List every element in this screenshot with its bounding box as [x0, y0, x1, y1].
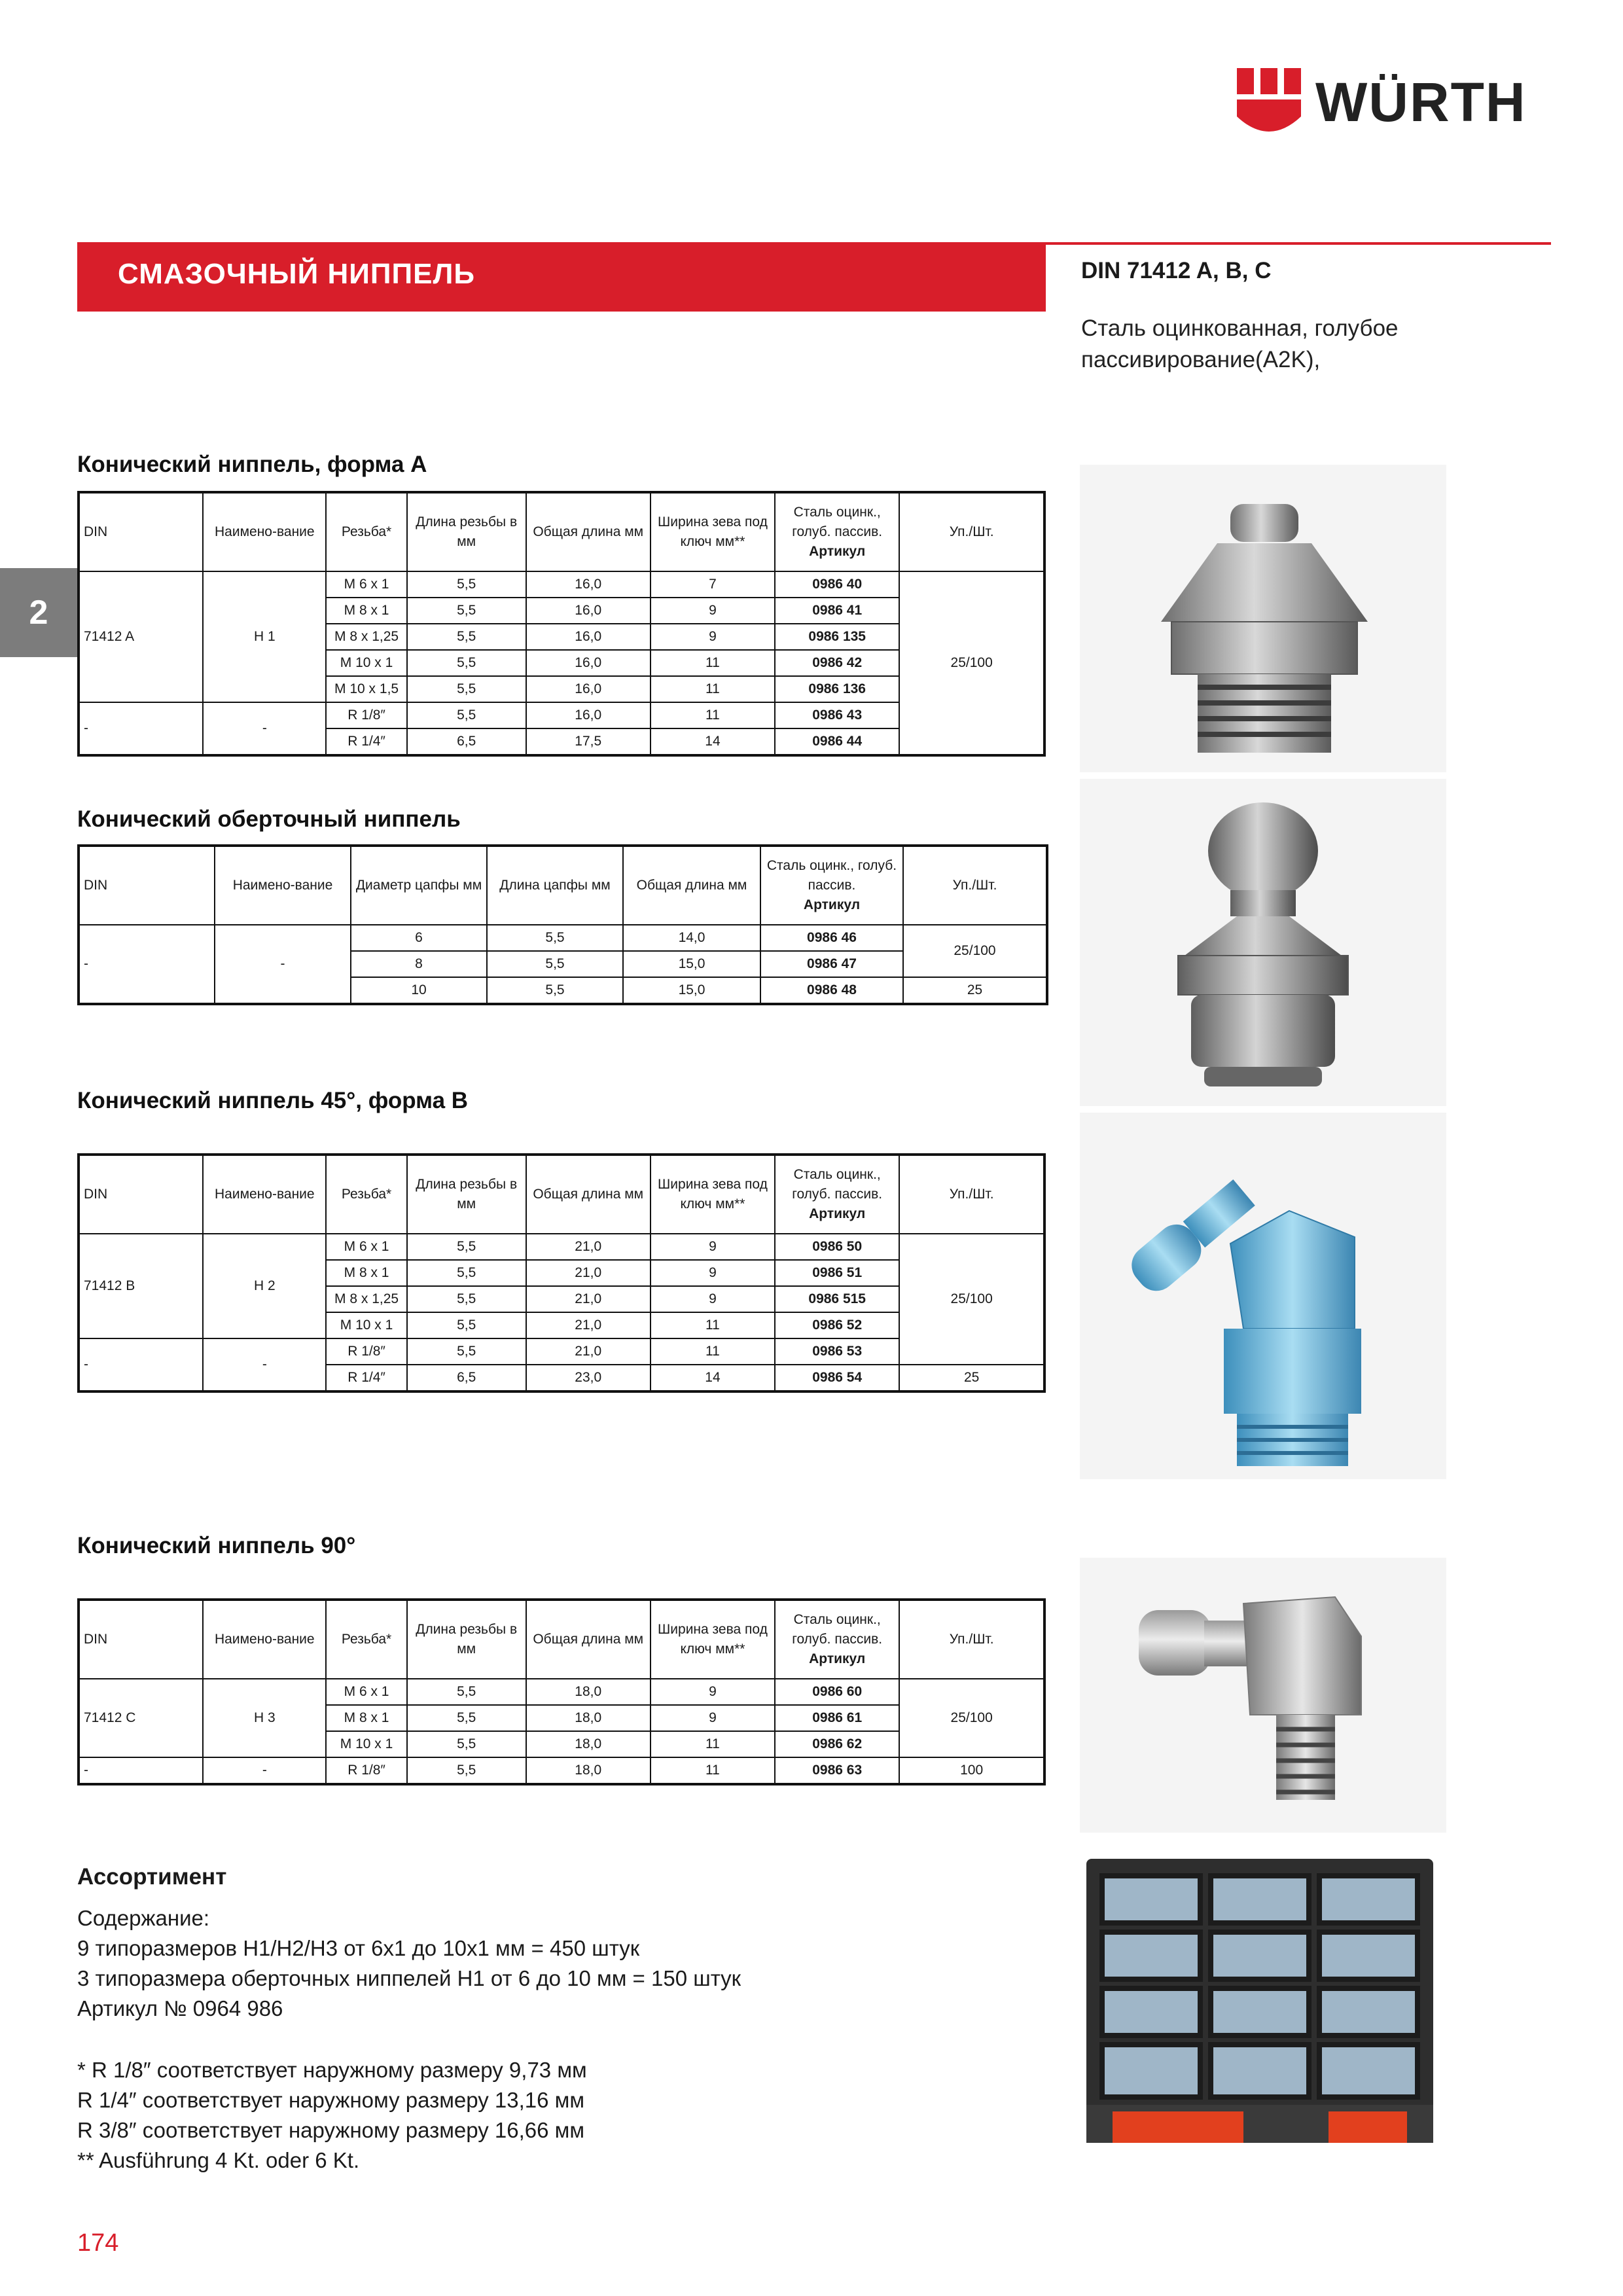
- footnote: * R 1/8″ соответствует наружному размеру 9,73 мм: [77, 2058, 587, 2082]
- assortment-title: Ассортимент: [77, 1864, 227, 1890]
- article-cell: 0986 52: [775, 1312, 899, 1338]
- thread-length-cell: 5,5: [407, 676, 526, 702]
- header-wrench-size: Ширина зева под ключ мм**: [651, 1155, 775, 1234]
- header-din: DIN: [79, 1155, 203, 1234]
- nipple-form-b-image: [1080, 1113, 1446, 1479]
- header-total-length: Общая длина мм: [526, 492, 651, 571]
- material-line-2: пассивирование(A2K),: [1081, 347, 1321, 372]
- header-article-label: Артикул: [809, 1651, 866, 1666]
- material-line-1: Сталь оцинкованная, голубое: [1081, 315, 1399, 341]
- thread-length-cell: 5,5: [407, 1757, 526, 1784]
- material-description: [1081, 313, 1474, 376]
- nipple-form-a-photo: [1080, 465, 1446, 772]
- thread-cell: M 8 x 1: [326, 598, 406, 624]
- assortment-box-photo: [1080, 1852, 1446, 2153]
- total-length-cell: 18,0: [526, 1731, 651, 1757]
- total-length-cell: 16,0: [526, 702, 651, 728]
- wrench-cell: 14: [651, 1365, 775, 1391]
- header-wrench-size: Ширина зева под ключ мм**: [651, 492, 775, 571]
- header-material: Сталь оцинк., голуб. пассив.: [766, 858, 897, 893]
- thread-length-cell: 5,5: [407, 1705, 526, 1731]
- header-name: Наимено-вание: [203, 492, 326, 571]
- header-article-label: Артикул: [809, 1206, 866, 1221]
- total-length-cell: 16,0: [526, 624, 651, 650]
- table-form-b: [77, 1153, 1046, 1393]
- thread-cell: R 1/8″: [326, 702, 406, 728]
- stud-diameter-cell: 10: [351, 977, 487, 1004]
- thread-length-cell: 5,5: [407, 1312, 526, 1338]
- article-cell: 0986 50: [775, 1234, 899, 1260]
- article-cell: 0986 60: [775, 1679, 899, 1705]
- total-length-cell: 18,0: [526, 1705, 651, 1731]
- thread-length-cell: 5,5: [407, 1286, 526, 1312]
- table-row: [79, 1679, 1044, 1705]
- thread-length-cell: 6,5: [407, 1365, 526, 1391]
- title-banner: [77, 242, 1046, 312]
- footnote: ** Ausführung 4 Kt. oder 6 Kt.: [77, 2148, 360, 2172]
- thread-length-cell: 6,5: [407, 728, 526, 755]
- nipple-wrap-photo: [1080, 779, 1446, 1106]
- article-cell: 0986 135: [775, 624, 899, 650]
- article-cell: 0986 47: [760, 951, 903, 977]
- thread-length-cell: 5,5: [407, 571, 526, 598]
- total-length-cell: 21,0: [526, 1260, 651, 1286]
- din-cell: -: [79, 1757, 203, 1784]
- page-number: 174: [77, 2229, 119, 2257]
- wrench-cell: 11: [651, 1757, 775, 1784]
- din-cell: -: [79, 925, 215, 1004]
- header-article-label: Артикул: [809, 544, 866, 559]
- total-length-cell: 16,0: [526, 650, 651, 676]
- pack-cell: 25/100: [899, 1234, 1044, 1365]
- wrench-cell: 7: [651, 571, 775, 598]
- brand-name: WÜRTH: [1315, 71, 1527, 133]
- wrench-cell: 9: [651, 1260, 775, 1286]
- footnote: R 1/4″ соответствует наружному размеру 13,16 мм: [77, 2088, 585, 2112]
- thread-length-cell: 5,5: [407, 624, 526, 650]
- article-cell: 0986 515: [775, 1286, 899, 1312]
- name-cell: -: [215, 925, 351, 1004]
- header-stud-length: Длина цапфы мм: [487, 846, 623, 925]
- thread-cell: M 10 x 1,5: [326, 676, 406, 702]
- wrench-cell: 11: [651, 1312, 775, 1338]
- footnote: R 3/8″ соответствует наружному размеру 16,66 мм: [77, 2118, 585, 2142]
- wrench-cell: 9: [651, 1679, 775, 1705]
- header-thread-length: Длина резьбы в мм: [407, 492, 526, 571]
- article-cell: 0986 54: [775, 1365, 899, 1391]
- name-cell: H 3: [203, 1679, 326, 1757]
- header-din: DIN: [79, 492, 203, 571]
- wurth-logo: [1237, 68, 1558, 139]
- section-title-form-b: Конический ниппель 45°, форма B: [77, 1088, 469, 1113]
- header-article: [775, 1155, 899, 1234]
- wrench-cell: 11: [651, 702, 775, 728]
- wrench-cell: 9: [651, 1705, 775, 1731]
- article-cell: 0986 62: [775, 1731, 899, 1757]
- thread-cell: M 8 x 1,25: [326, 1286, 406, 1312]
- name-cell: -: [203, 702, 326, 755]
- wrench-cell: 9: [651, 624, 775, 650]
- section-title-form-c: Конический ниппель 90°: [77, 1533, 356, 1558]
- stud-length-cell: 5,5: [487, 951, 623, 977]
- thread-cell: M 6 x 1: [326, 571, 406, 598]
- din-cell: 71412 B: [79, 1234, 203, 1338]
- stud-diameter-cell: 6: [351, 925, 487, 951]
- wrench-cell: 9: [651, 598, 775, 624]
- header-article-label: Артикул: [803, 897, 861, 912]
- section-title-wrap: Конический оберточный ниппель: [77, 806, 461, 832]
- wrench-cell: 9: [651, 1286, 775, 1312]
- nipple-wrap-image: [1080, 779, 1446, 1106]
- nipple-form-c-photo: [1080, 1558, 1446, 1833]
- article-cell: 0986 42: [775, 650, 899, 676]
- pack-cell: 25/100: [899, 1679, 1044, 1757]
- thread-cell: M 6 x 1: [326, 1234, 406, 1260]
- assortment-line: Содержание:: [77, 1906, 210, 1930]
- stud-length-cell: 5,5: [487, 977, 623, 1004]
- thread-length-cell: 5,5: [407, 1679, 526, 1705]
- total-length-cell: 16,0: [526, 598, 651, 624]
- nipple-form-c-image: [1080, 1558, 1446, 1833]
- total-length-cell: 21,0: [526, 1312, 651, 1338]
- table-form-c: [77, 1598, 1046, 1785]
- header-thread-length: Длина резьбы в мм: [407, 1155, 526, 1234]
- header-thread: Резьба*: [326, 492, 406, 571]
- wurth-logo-icon: [1237, 68, 1301, 136]
- total-length-cell: 18,0: [526, 1757, 651, 1784]
- thread-cell: R 1/8″: [326, 1338, 406, 1365]
- header-din: DIN: [79, 1600, 203, 1679]
- stud-diameter-cell: 8: [351, 951, 487, 977]
- name-cell: H 2: [203, 1234, 326, 1338]
- table-row: [79, 1234, 1044, 1260]
- header-article: [760, 846, 903, 925]
- thread-cell: M 10 x 1: [326, 1312, 406, 1338]
- header-stud-diameter: Диаметр цапфы мм: [351, 846, 487, 925]
- wrench-cell: 9: [651, 1234, 775, 1260]
- article-cell: 0986 61: [775, 1705, 899, 1731]
- header-material: Сталь оцинк., голуб. пассив.: [792, 1612, 883, 1647]
- header-thread: Резьба*: [326, 1600, 406, 1679]
- header-material: Сталь оцинк., голуб. пассив.: [792, 505, 883, 539]
- thread-cell: R 1/4″: [326, 1365, 406, 1391]
- thread-cell: M 10 x 1: [326, 650, 406, 676]
- article-cell: 0986 63: [775, 1757, 899, 1784]
- header-pack: Уп./Шт.: [903, 846, 1047, 925]
- wrench-cell: 11: [651, 676, 775, 702]
- thread-cell: M 8 x 1: [326, 1705, 406, 1731]
- wrench-cell: 11: [651, 1731, 775, 1757]
- header-total-length: Общая длина мм: [526, 1155, 651, 1234]
- pack-cell: 25/100: [903, 925, 1047, 977]
- total-length-cell: 14,0: [623, 925, 760, 951]
- article-cell: 0986 53: [775, 1338, 899, 1365]
- total-length-cell: 21,0: [526, 1234, 651, 1260]
- name-cell: -: [203, 1757, 326, 1784]
- article-cell: 0986 41: [775, 598, 899, 624]
- total-length-cell: 16,0: [526, 676, 651, 702]
- header-pack: Уп./Шт.: [899, 1600, 1044, 1679]
- din-cell: -: [79, 1338, 203, 1391]
- thread-cell: M 10 x 1: [326, 1731, 406, 1757]
- thread-length-cell: 5,5: [407, 702, 526, 728]
- header-total-length: Общая длина мм: [623, 846, 760, 925]
- din-cell: -: [79, 702, 203, 755]
- header-pack: Уп./Шт.: [899, 492, 1044, 571]
- header-wrench-size: Ширина зева под ключ мм**: [651, 1600, 775, 1679]
- total-length-cell: 18,0: [526, 1679, 651, 1705]
- header-pack: Уп./Шт.: [899, 1155, 1044, 1234]
- table-row: [79, 1757, 1044, 1784]
- article-cell: 0986 40: [775, 571, 899, 598]
- page-title: СМАЗОЧНЫЙ НИППЕЛЬ: [118, 258, 475, 290]
- din-cell: 71412 C: [79, 1679, 203, 1757]
- pack-cell: 25: [899, 1365, 1044, 1391]
- thread-cell: R 1/8″: [326, 1757, 406, 1784]
- chapter-tab: 2: [0, 568, 77, 657]
- article-cell: 0986 136: [775, 676, 899, 702]
- thread-length-cell: 5,5: [407, 1234, 526, 1260]
- section-title-form-a: Конический ниппель, форма А: [77, 452, 427, 477]
- thread-length-cell: 5,5: [407, 598, 526, 624]
- article-cell: 0986 46: [760, 925, 903, 951]
- thread-cell: M 8 x 1: [326, 1260, 406, 1286]
- thread-length-cell: 5,5: [407, 1731, 526, 1757]
- header-name: Наимено-вание: [215, 846, 351, 925]
- assortment-line: 9 типоразмеров H1/H2/H3 от 6x1 до 10x1 мм = 450 штук: [77, 1936, 640, 1960]
- nipple-form-b-photo: [1080, 1113, 1446, 1479]
- thread-length-cell: 5,5: [407, 1338, 526, 1365]
- total-length-cell: 16,0: [526, 571, 651, 598]
- wrench-cell: 11: [651, 1338, 775, 1365]
- assortment-box-image: [1080, 1852, 1446, 2153]
- header-article: [775, 492, 899, 571]
- header-material: Сталь оцинк., голуб. пассив.: [792, 1167, 883, 1202]
- header-thread: Резьба*: [326, 1155, 406, 1234]
- article-cell: 0986 43: [775, 702, 899, 728]
- total-length-cell: 15,0: [623, 951, 760, 977]
- name-cell: H 1: [203, 571, 326, 702]
- wrench-cell: 14: [651, 728, 775, 755]
- pack-cell: 25/100: [899, 571, 1044, 755]
- header-thread-length: Длина резьбы в мм: [407, 1600, 526, 1679]
- header-name: Наимено-вание: [203, 1600, 326, 1679]
- header-rule: [1046, 242, 1551, 245]
- thread-length-cell: 5,5: [407, 650, 526, 676]
- header-article: [775, 1600, 899, 1679]
- thread-cell: M 6 x 1: [326, 1679, 406, 1705]
- nipple-form-a-image: [1080, 465, 1446, 772]
- stud-length-cell: 5,5: [487, 925, 623, 951]
- total-length-cell: 15,0: [623, 977, 760, 1004]
- thread-cell: M 8 x 1,25: [326, 624, 406, 650]
- assortment-article: Артикул № 0964 986: [77, 1996, 283, 2020]
- wrench-cell: 11: [651, 650, 775, 676]
- thread-cell: R 1/4″: [326, 728, 406, 755]
- din-standard: DIN 71412 A, B, C: [1081, 258, 1272, 283]
- article-cell: 0986 44: [775, 728, 899, 755]
- table-form-a: [77, 491, 1046, 757]
- article-cell: 0986 48: [760, 977, 903, 1004]
- pack-cell: 100: [899, 1757, 1044, 1784]
- table-row: [79, 925, 1047, 951]
- header-name: Наимено-вание: [203, 1155, 326, 1234]
- name-cell: -: [203, 1338, 326, 1391]
- header-total-length: Общая длина мм: [526, 1600, 651, 1679]
- assortment-line: 3 типоразмера оберточных ниппелей H1 от 6 до 10 мм = 150 штук: [77, 1966, 741, 1990]
- table-wrap: [77, 844, 1048, 1005]
- total-length-cell: 21,0: [526, 1286, 651, 1312]
- table-row: [79, 571, 1044, 598]
- header-din: DIN: [79, 846, 215, 925]
- total-length-cell: 17,5: [526, 728, 651, 755]
- article-cell: 0986 51: [775, 1260, 899, 1286]
- thread-length-cell: 5,5: [407, 1260, 526, 1286]
- total-length-cell: 23,0: [526, 1365, 651, 1391]
- pack-cell: 25: [903, 977, 1047, 1004]
- total-length-cell: 21,0: [526, 1338, 651, 1365]
- din-cell: 71412 A: [79, 571, 203, 702]
